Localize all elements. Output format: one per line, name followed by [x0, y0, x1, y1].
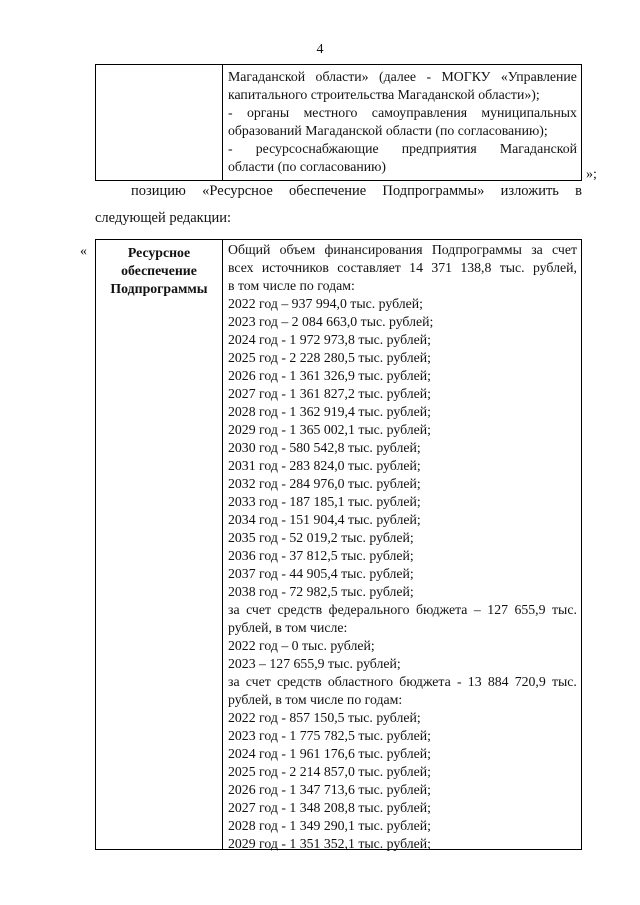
funding-line: 2028 год - 1 349 290,1 тыс. рублей; [228, 818, 432, 833]
instruction-line-2: следующей редакции: [95, 210, 232, 226]
text-line [228, 104, 577, 122]
word: 371 [431, 260, 453, 275]
word: – [473, 602, 481, 617]
word: - [456, 674, 462, 689]
word: счет [552, 242, 577, 257]
word: - [228, 141, 233, 156]
funding-line [228, 601, 577, 619]
word: - [426, 69, 432, 84]
word: 14 [409, 260, 423, 275]
word: 884 [487, 674, 509, 689]
word: органы [246, 105, 290, 120]
column-divider [222, 65, 223, 180]
funding-line: рублей, в том числе: [228, 620, 348, 635]
word: средств [277, 602, 323, 617]
word: - [228, 105, 233, 120]
funding-line [228, 259, 577, 277]
funding-line: 2029 год - 1 365 002,1 тыс. рублей; [228, 422, 432, 437]
word: за [228, 602, 240, 617]
word: тыс. [499, 260, 525, 275]
funding-line: 2038 год - 72 982,5 тыс. рублей; [228, 584, 414, 599]
word: бюджета [399, 674, 451, 689]
word: 13 [467, 674, 482, 689]
word: Магаданской [228, 69, 306, 84]
funding-line: 2024 год - 1 972 973,8 тыс. рублей; [228, 332, 432, 347]
word: (далее [379, 69, 417, 84]
funding-line: 2026 год - 1 347 713,6 тыс. рублей; [228, 782, 432, 797]
header-line: обеспечение [121, 263, 197, 278]
funding-line: 2027 год - 1 348 208,8 тыс. рублей; [228, 800, 432, 815]
word: областного [327, 674, 394, 689]
word: за [228, 674, 240, 689]
word: 127 [487, 602, 508, 617]
funding-line: 2023 год – 2 084 663,0 тыс. рублей; [228, 314, 434, 329]
column-divider [222, 240, 223, 849]
header-line: Ресурсное [127, 245, 191, 260]
word: за [531, 242, 543, 257]
funding-line [228, 241, 577, 259]
text-line [228, 68, 577, 86]
word: самоуправления [371, 105, 468, 120]
page-number: 4 [316, 42, 324, 57]
word: 138,8 [460, 260, 492, 275]
word: источников [261, 260, 329, 275]
word: рублей, [532, 260, 577, 275]
funding-line: 2024 год - 1 961 176,6 тыс. рублей; [228, 746, 432, 761]
funding-line: 2023 – 127 655,9 тыс. рублей; [228, 656, 401, 671]
word: объем [279, 242, 316, 257]
word: местного [303, 105, 358, 120]
funding-line: в том числе по годам: [228, 278, 355, 293]
text-line [228, 140, 577, 158]
funding-line: 2022 год – 0 тыс. рублей; [228, 638, 375, 653]
closing-mark: »; [586, 167, 597, 182]
funding-line: рублей, в том числе по годам: [228, 692, 403, 707]
word: счет [246, 602, 272, 617]
funding-line: 2029 год - 1 351 352,1 тыс. рублей; [228, 836, 432, 851]
funding-line [228, 673, 577, 691]
word: муниципальных [481, 105, 577, 120]
word: тыс. [552, 674, 577, 689]
funding-line: 2025 год - 2 228 280,5 тыс. рублей; [228, 350, 432, 365]
word: всех [228, 260, 254, 275]
text-line: образований Магаданской области (по согласованию); [228, 123, 548, 138]
funding-line: 2022 год – 937 994,0 тыс. рублей; [228, 296, 423, 311]
funding-line: 2027 год - 1 361 827,2 тыс. рублей; [228, 386, 432, 401]
funding-line: 2032 год - 284 976,0 тыс. рублей; [228, 476, 421, 491]
funding-line: 2034 год - 151 904,4 тыс. рублей; [228, 512, 421, 527]
word: МОГКУ [441, 69, 491, 84]
funding-text-cell [228, 241, 577, 853]
word: 720,9 [514, 674, 546, 689]
word: области» [315, 69, 369, 84]
word: 655,9 [514, 602, 546, 617]
word: «Управление [500, 69, 577, 84]
previous-table-section [95, 64, 582, 181]
resource-header-cell [96, 244, 222, 298]
funding-line: 2022 год - 857 150,5 тыс. рублей; [228, 710, 421, 725]
word: бюджета [415, 602, 468, 617]
instruction-line-1: позицию «Ресурсное обеспечение Подпрограммы» изложить в [131, 183, 582, 199]
word: финансирования [324, 242, 423, 257]
funding-line: 2031 год - 283 824,0 тыс. рублей; [228, 458, 421, 473]
word: Подпрограммы [431, 242, 522, 257]
word: Общий [228, 242, 271, 257]
funding-line: 2025 год - 2 214 857,0 тыс. рублей; [228, 764, 432, 779]
funding-line: 2035 год - 52 019,2 тыс. рублей; [228, 530, 414, 545]
opening-quote: « [80, 244, 87, 259]
executors-cell [228, 68, 577, 176]
word: тыс. [552, 602, 577, 617]
funding-line: 2030 год - 580 542,8 тыс. рублей; [228, 440, 421, 455]
text-line: капитального строительства Магаданской области»); [228, 87, 540, 102]
word: ресурсоснабжающие [255, 141, 379, 156]
word: счет [245, 674, 271, 689]
word: средств [276, 674, 322, 689]
funding-line: 2026 год - 1 361 326,9 тыс. рублей; [228, 368, 432, 383]
funding-line: 2023 год - 1 775 782,5 тыс. рублей; [228, 728, 432, 743]
funding-line: 2028 год - 1 362 919,4 тыс. рублей; [228, 404, 432, 419]
word: федерального [328, 602, 410, 617]
text-line: области (по согласованию) [228, 159, 387, 174]
funding-line: 2037 год - 44 905,4 тыс. рублей; [228, 566, 414, 581]
funding-line: 2036 год - 37 812,5 тыс. рублей; [228, 548, 414, 563]
word: составляет [337, 260, 401, 275]
resource-table [95, 239, 582, 850]
word: Магаданской [499, 141, 577, 156]
header-line: Подпрограммы [110, 281, 208, 296]
funding-line: 2033 год - 187 185,1 тыс. рублей; [228, 494, 421, 509]
word: предприятия [401, 141, 477, 156]
